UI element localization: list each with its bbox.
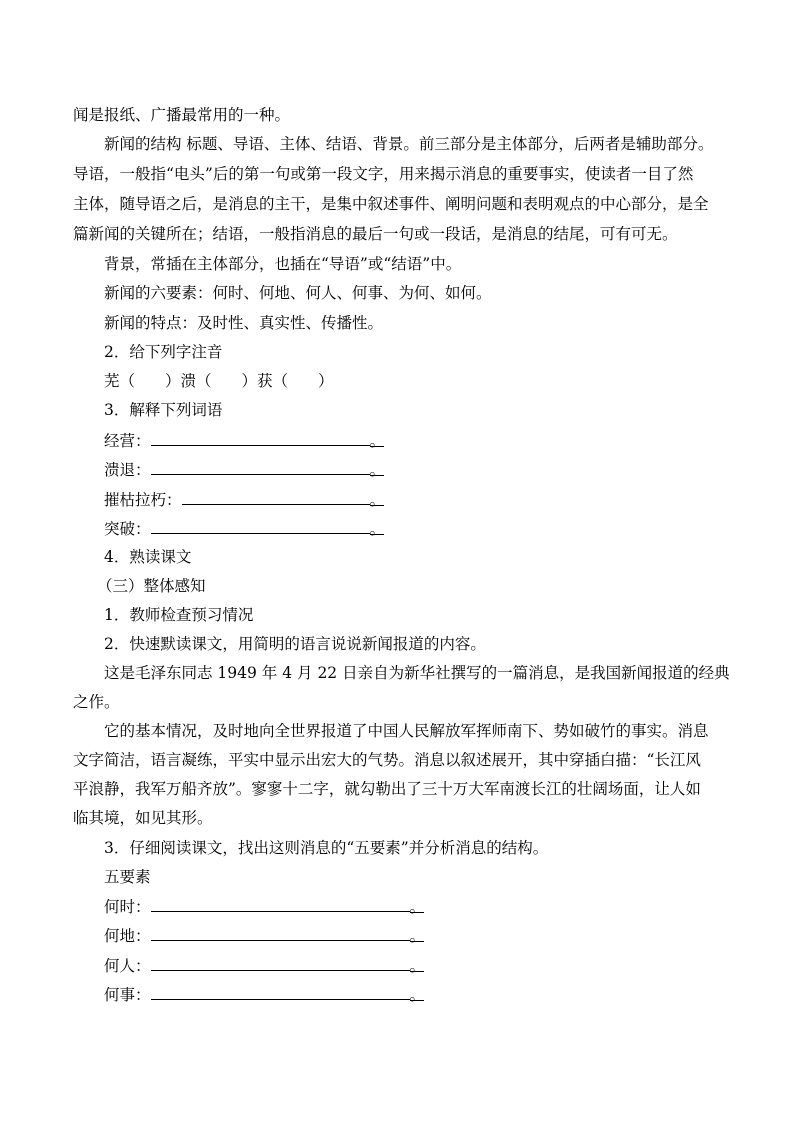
element-label: 何时： (104, 898, 151, 916)
answer-end: 。 (409, 927, 426, 945)
answer-blank[interactable] (151, 459, 370, 475)
answer-blank[interactable] (151, 430, 370, 446)
pinyin-question (104, 371, 334, 391)
word-label: 摧枯拉朽： (104, 491, 182, 509)
element-row (104, 896, 424, 917)
paragraph-line: 新闻的特点：及时性、真实性、传播性。 (104, 314, 384, 332)
paragraph-line: 新闻的结构 标题、导语、主体、结语、背景。前三部分是主体部分，后两者是辅助部分。 (104, 135, 714, 153)
answer-end: 。 (369, 432, 386, 450)
paragraph-line: 主体，随导语之后，是消息的主干，是集中叙述事件、阐明问题和表明观点的中心部分，是全 (73, 195, 709, 213)
answer-end: 。 (409, 898, 426, 916)
step-line: 2．快速默读课文，用简明的语言说说新闻报道的内容。 (104, 635, 486, 653)
step-line: 3．仔细阅读课文，找出这则消息的“五要素”并分析消息的结构。 (104, 839, 549, 857)
answer-blank[interactable] (151, 925, 410, 941)
word-row (104, 430, 384, 451)
answer-end: 。 (369, 491, 386, 509)
question-title: 4．熟读课文 (104, 548, 192, 566)
word-row (104, 459, 384, 480)
paragraph-line: 之作。 (73, 693, 120, 711)
element-label: 何人： (104, 957, 151, 975)
paragraph-line: 背景，常插在主体部分，也插在“导语”或“结语”中。 (104, 255, 462, 273)
answer-blank[interactable] (151, 518, 370, 534)
question-title: 2．给下列字注音 (104, 343, 223, 361)
paragraph-line: 它的基本情况，及时地向全世界报道了中国人民解放军挥师南下、势如破竹的事实。消息 (104, 722, 709, 740)
word-label: 经营： (104, 432, 151, 450)
char-label: ） (318, 372, 334, 390)
paragraph-line: 新闻的六要素：何时、何地、何人、何事、为何、如何。 (104, 284, 492, 302)
paragraph-line: 文字简洁，语言凝练，平实中显示出宏大的气势。消息以叙述展开，其中穿插白描：“长江风 (73, 751, 701, 769)
paragraph-line: 这是毛泽东同志 1949 年 4 月 22 日亲自为新华社撰写的一篇消息，是我国新闻报道的经典 (104, 664, 730, 682)
paragraph-line: 闻是报纸、广播最常用的一种。 (73, 106, 291, 124)
paragraph-line: 临其境，如见其形。 (73, 809, 213, 827)
paragraph-line: 导语，一般指“电头”后的第一句或第一段文字，用来揭示消息的重要事实，使读者一目了然 (73, 165, 694, 183)
step-line: 1．教师检查预习情况 (104, 606, 254, 624)
five-elements-title: 五要素 (104, 868, 151, 886)
paragraph-line: 平浪静，我军万船齐放”。寥寥十二字，就勾勒出了三十万大军南渡长江的壮阔场面，让人如 (73, 780, 701, 798)
answer-blank[interactable] (151, 955, 410, 971)
answer-end: 。 (409, 957, 426, 975)
answer-end: 。 (369, 461, 386, 479)
word-row (104, 518, 384, 539)
element-row (104, 955, 424, 976)
word-label: 突破： (104, 520, 151, 538)
char-label: ）溃（ (165, 372, 212, 390)
char-label: 芜（ (104, 372, 136, 390)
question-title: 3．解释下列词语 (104, 401, 223, 419)
element-label: 何地： (104, 927, 151, 945)
answer-end: 。 (409, 986, 426, 1004)
word-row (104, 489, 384, 510)
element-row (104, 984, 424, 1005)
element-row (104, 925, 424, 946)
element-label: 何事： (104, 986, 151, 1004)
paragraph-line: 篇新闻的关键所在；结语，一般指消息的最后一句或一段话，是消息的结尾，可有可无。 (73, 225, 678, 243)
answer-blank[interactable] (151, 984, 410, 1000)
char-label: ）获（ (241, 372, 289, 390)
answer-blank[interactable] (182, 489, 370, 505)
answer-blank[interactable] (151, 896, 410, 912)
section-title: （三）整体感知 (97, 577, 206, 595)
word-label: 溃退： (104, 461, 151, 479)
answer-end: 。 (369, 520, 386, 538)
